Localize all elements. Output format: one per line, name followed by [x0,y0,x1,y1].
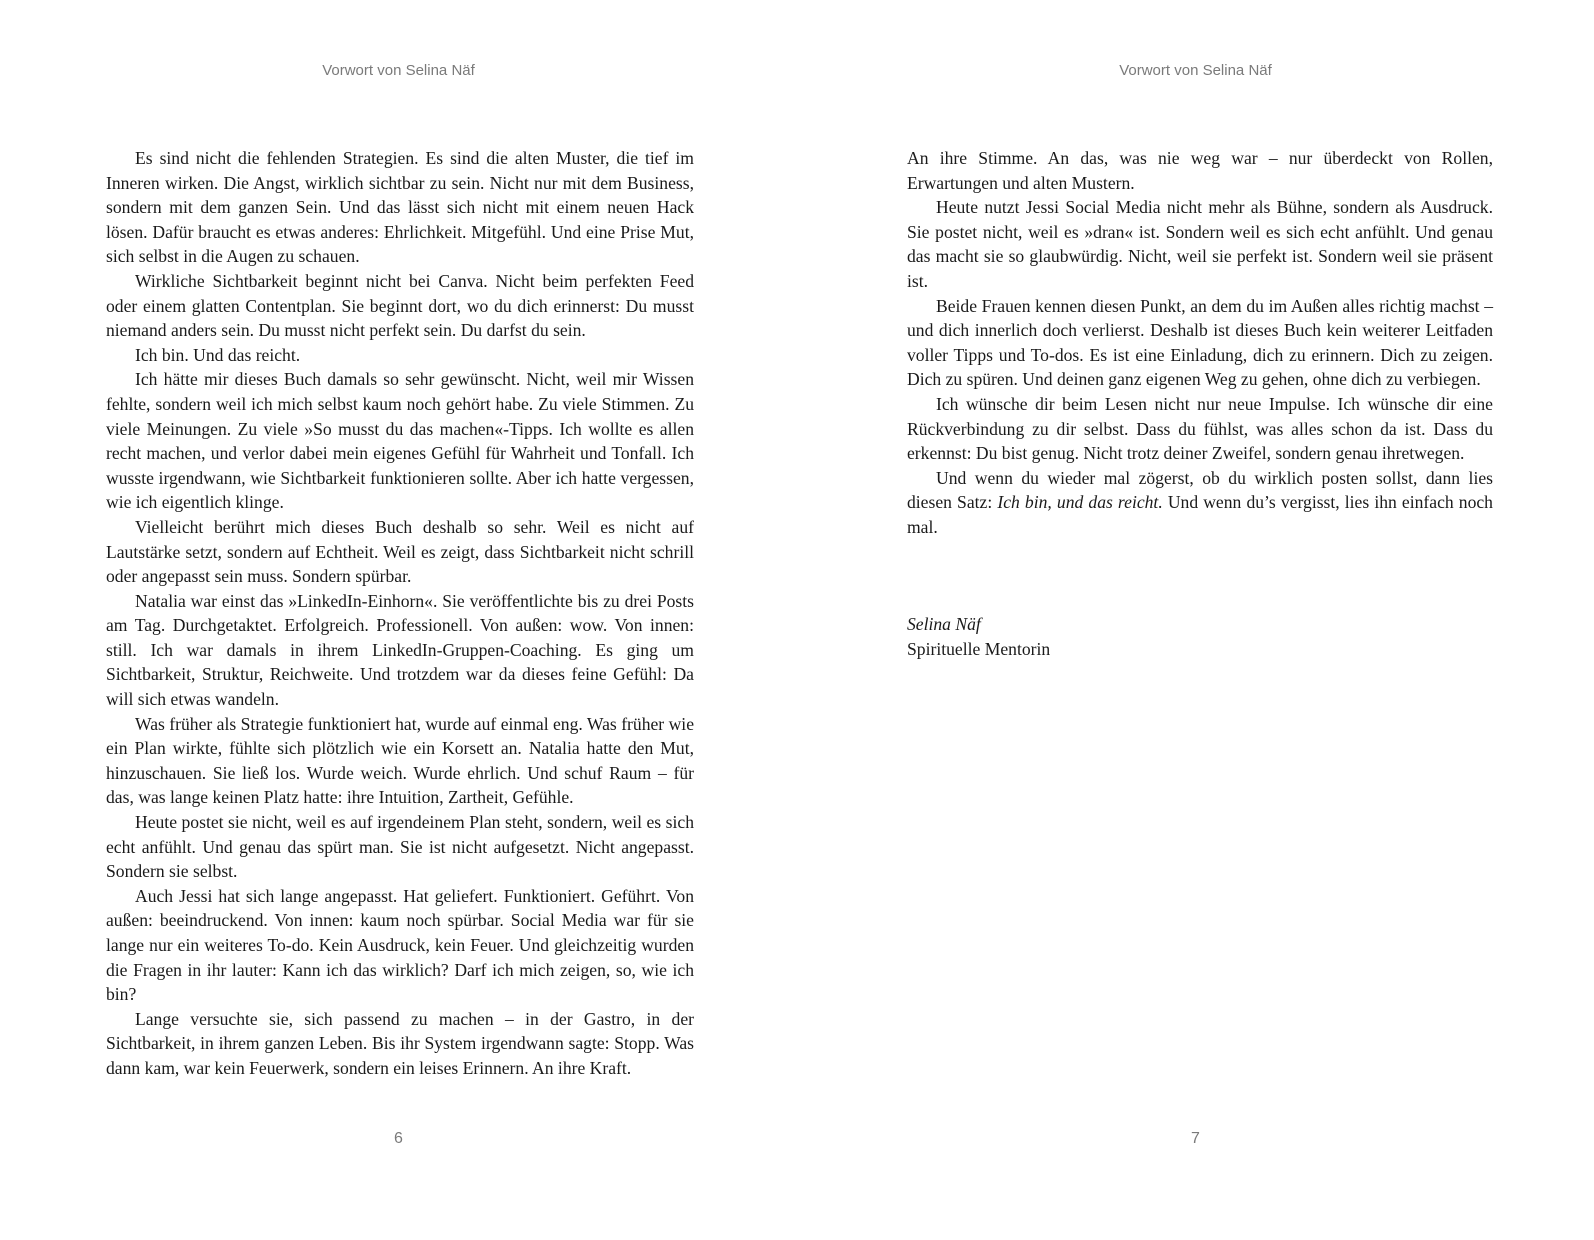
right-page-body [907,146,1493,540]
closing-paragraph [907,466,1493,540]
paragraph: Ich hätte mir dieses Buch damals so sehr gewünscht. Nicht, weil mir Wissen fehlte, sondern weil ich mich selbst kaum noch gehört habe. Zu viele Stimmen. Zu viele Meinungen. Zu viele »So musst du das machen«-Tipps. Ich wollte es allen recht machen, und verlor dabei mein eigenes Gefühl für Wahrheit und Tonfall. Ich wusste irgendwann, wie Sichtbarkeit funktionieren sollte. Aber ich hatte vergessen, wie ich eigentlich klinge. [106,369,694,513]
left-page-body [106,146,694,1081]
paragraph: Es sind nicht die fehlenden Strategien. Es sind die alten Muster, die tief im Inneren wirken. Die Angst, wirklich sichtbar zu sein. Nicht nur mit dem Business, sondern mit dem ganzen Sein. Und das lässt sich nicht mit einem neuen Hack lösen. Dafür braucht es etwas anderes: Ehrlichkeit. Mitgefühl. Und eine Prise Mut, sich selbst in die Augen zu schauen. [106,148,694,267]
paragraph: Heute postet sie nicht, weil es auf irgendeinem Plan steht, sondern, weil es sich echt anfühlt. Und genau das spürt man. Sie ist nicht aufgesetzt. Nicht angepasst. Sondern sie selbst. [106,812,694,882]
right-page [797,0,1594,1240]
paragraph: Was früher als Strategie funktioniert hat, wurde auf einmal eng. Was früher wie ein Plan wirkte, fühlte sich plötzlich wie ein Korsett an. Natalia hatte den Mut, hinzuschauen. Sie ließ los. Wurde weich. Wurde ehrlich. Und schuf Raum – für das, was lange keinen Platz hatte: ihre Intuition, Zartheit, Gefühle. [106,713,694,808]
paragraph: Ich bin. Und das reicht. [135,344,301,365]
paragraph: Auch Jessi hat sich lange angepasst. Hat geliefert. Funktioniert. Geführt. Von außen: beeindruckend. Von innen: kaum noch spürbar. Social Media war für sie lange nur ein weiteres To-do. Kein Ausdruck, kein Feuer. Und gleichzeitig wurden die Fragen in ihr lauter: Kann ich das wirklich? Darf ich mich zeigen, so, wie ich bin? [106,885,694,1005]
running-head-left: Vorwort von Selina Näf [322,62,475,79]
signature-role: Spirituelle Mentorin [907,638,1051,659]
paragraph: Natalia war einst das »LinkedIn-Einhorn«. Sie veröffentlichte bis zu drei Posts am Tag. Durchgetaktet. Erfolgreich. Professionell. Von außen: wow. Von innen: still. Ich war damals in ihrem LinkedIn-Gruppen-Coaching. Es ging um Sichtbarkeit, Struktur, Reichweite. Und trotzdem war da dieses feine Gefühl: Da will sich etwas wandeln. [106,590,694,710]
paragraph: Vielleicht berührt mich dieses Buch deshalb so sehr. Weil es nicht auf Lautstärke setzt, sondern auf Echtheit. Weil es zeigt, dass Sichtbarkeit nicht schrill oder angepasst sein muss. Sondern spürbar. [106,516,694,587]
paragraph: Lange versuchte sie, sich passend zu machen – in der Gastro, in der Sichtbarkeit, in ihrem ganzen Leben. Bis ihr System irgendwann sagte: Stopp. Was dann kam, war kein Feuerwerk, sondern ein leises Erinnern. An ihre Kraft. [106,1008,694,1078]
paragraph: Beide Frauen kennen diesen Punkt, an dem du im Außen alles richtig machst – und dich innerlich doch verlierst. Deshalb ist dieses Buch kein weiterer Leitfaden voller Tipps und To-dos. Es ist eine Einladung, dich zu erinnern. Dich zu zeigen. Dich zu spüren. Und deinen ganz eigenen Weg zu gehen, ohne dich zu verbiegen. [907,295,1493,390]
paragraph: Wirkliche Sichtbarkeit beginnt nicht bei Canva. Nicht beim perfekten Feed oder einem glatten Contentplan. Sie beginnt dort, wo du dich erinnerst: Du musst niemand anders sein. Du musst nicht perfekt sein. Du darfst du sein. [106,270,694,341]
page-number-right: 7 [1191,1130,1200,1147]
paragraph: An ihre Stimme. An das, was nie weg war – nur überdeckt von Rollen, Erwartungen und alten Mustern. [907,148,1493,193]
paragraph: Heute nutzt Jessi Social Media nicht mehr als Bühne, sondern als Ausdruck. Sie postet nicht, weil es »dran« ist. Sondern weil es sich echt anfühlt. Und genau das macht sie so glaubwürdig. Nicht, weil sie perfekt ist. Sondern weil sie präsent ist. [907,197,1493,291]
signature-name: Selina Näf [907,614,981,634]
closing-text-before: Und wenn du wieder mal zögerst, ob du wirklich posten sollst, dann lies diesen Satz: [907,467,1493,513]
signature [907,612,1050,661]
paragraph: Ich wünsche dir beim Lesen nicht nur neue Impulse. Ich wünsche dir eine Rückverbindung zu dir selbst. Dass du fühlst, was alles schon da ist. Dass du erkennst: Du bist genug. Nicht trotz deiner Zweifel, sondern genau ihretwegen. [907,393,1493,464]
page-number-left: 6 [394,1130,403,1147]
closing-quote: Ich bin, und das reicht. [997,492,1163,513]
closing-text-after: Und wenn du’s vergisst, lies ihn einfach noch mal. [907,492,1493,537]
running-head-right: Vorwort von Selina Näf [1119,62,1272,79]
